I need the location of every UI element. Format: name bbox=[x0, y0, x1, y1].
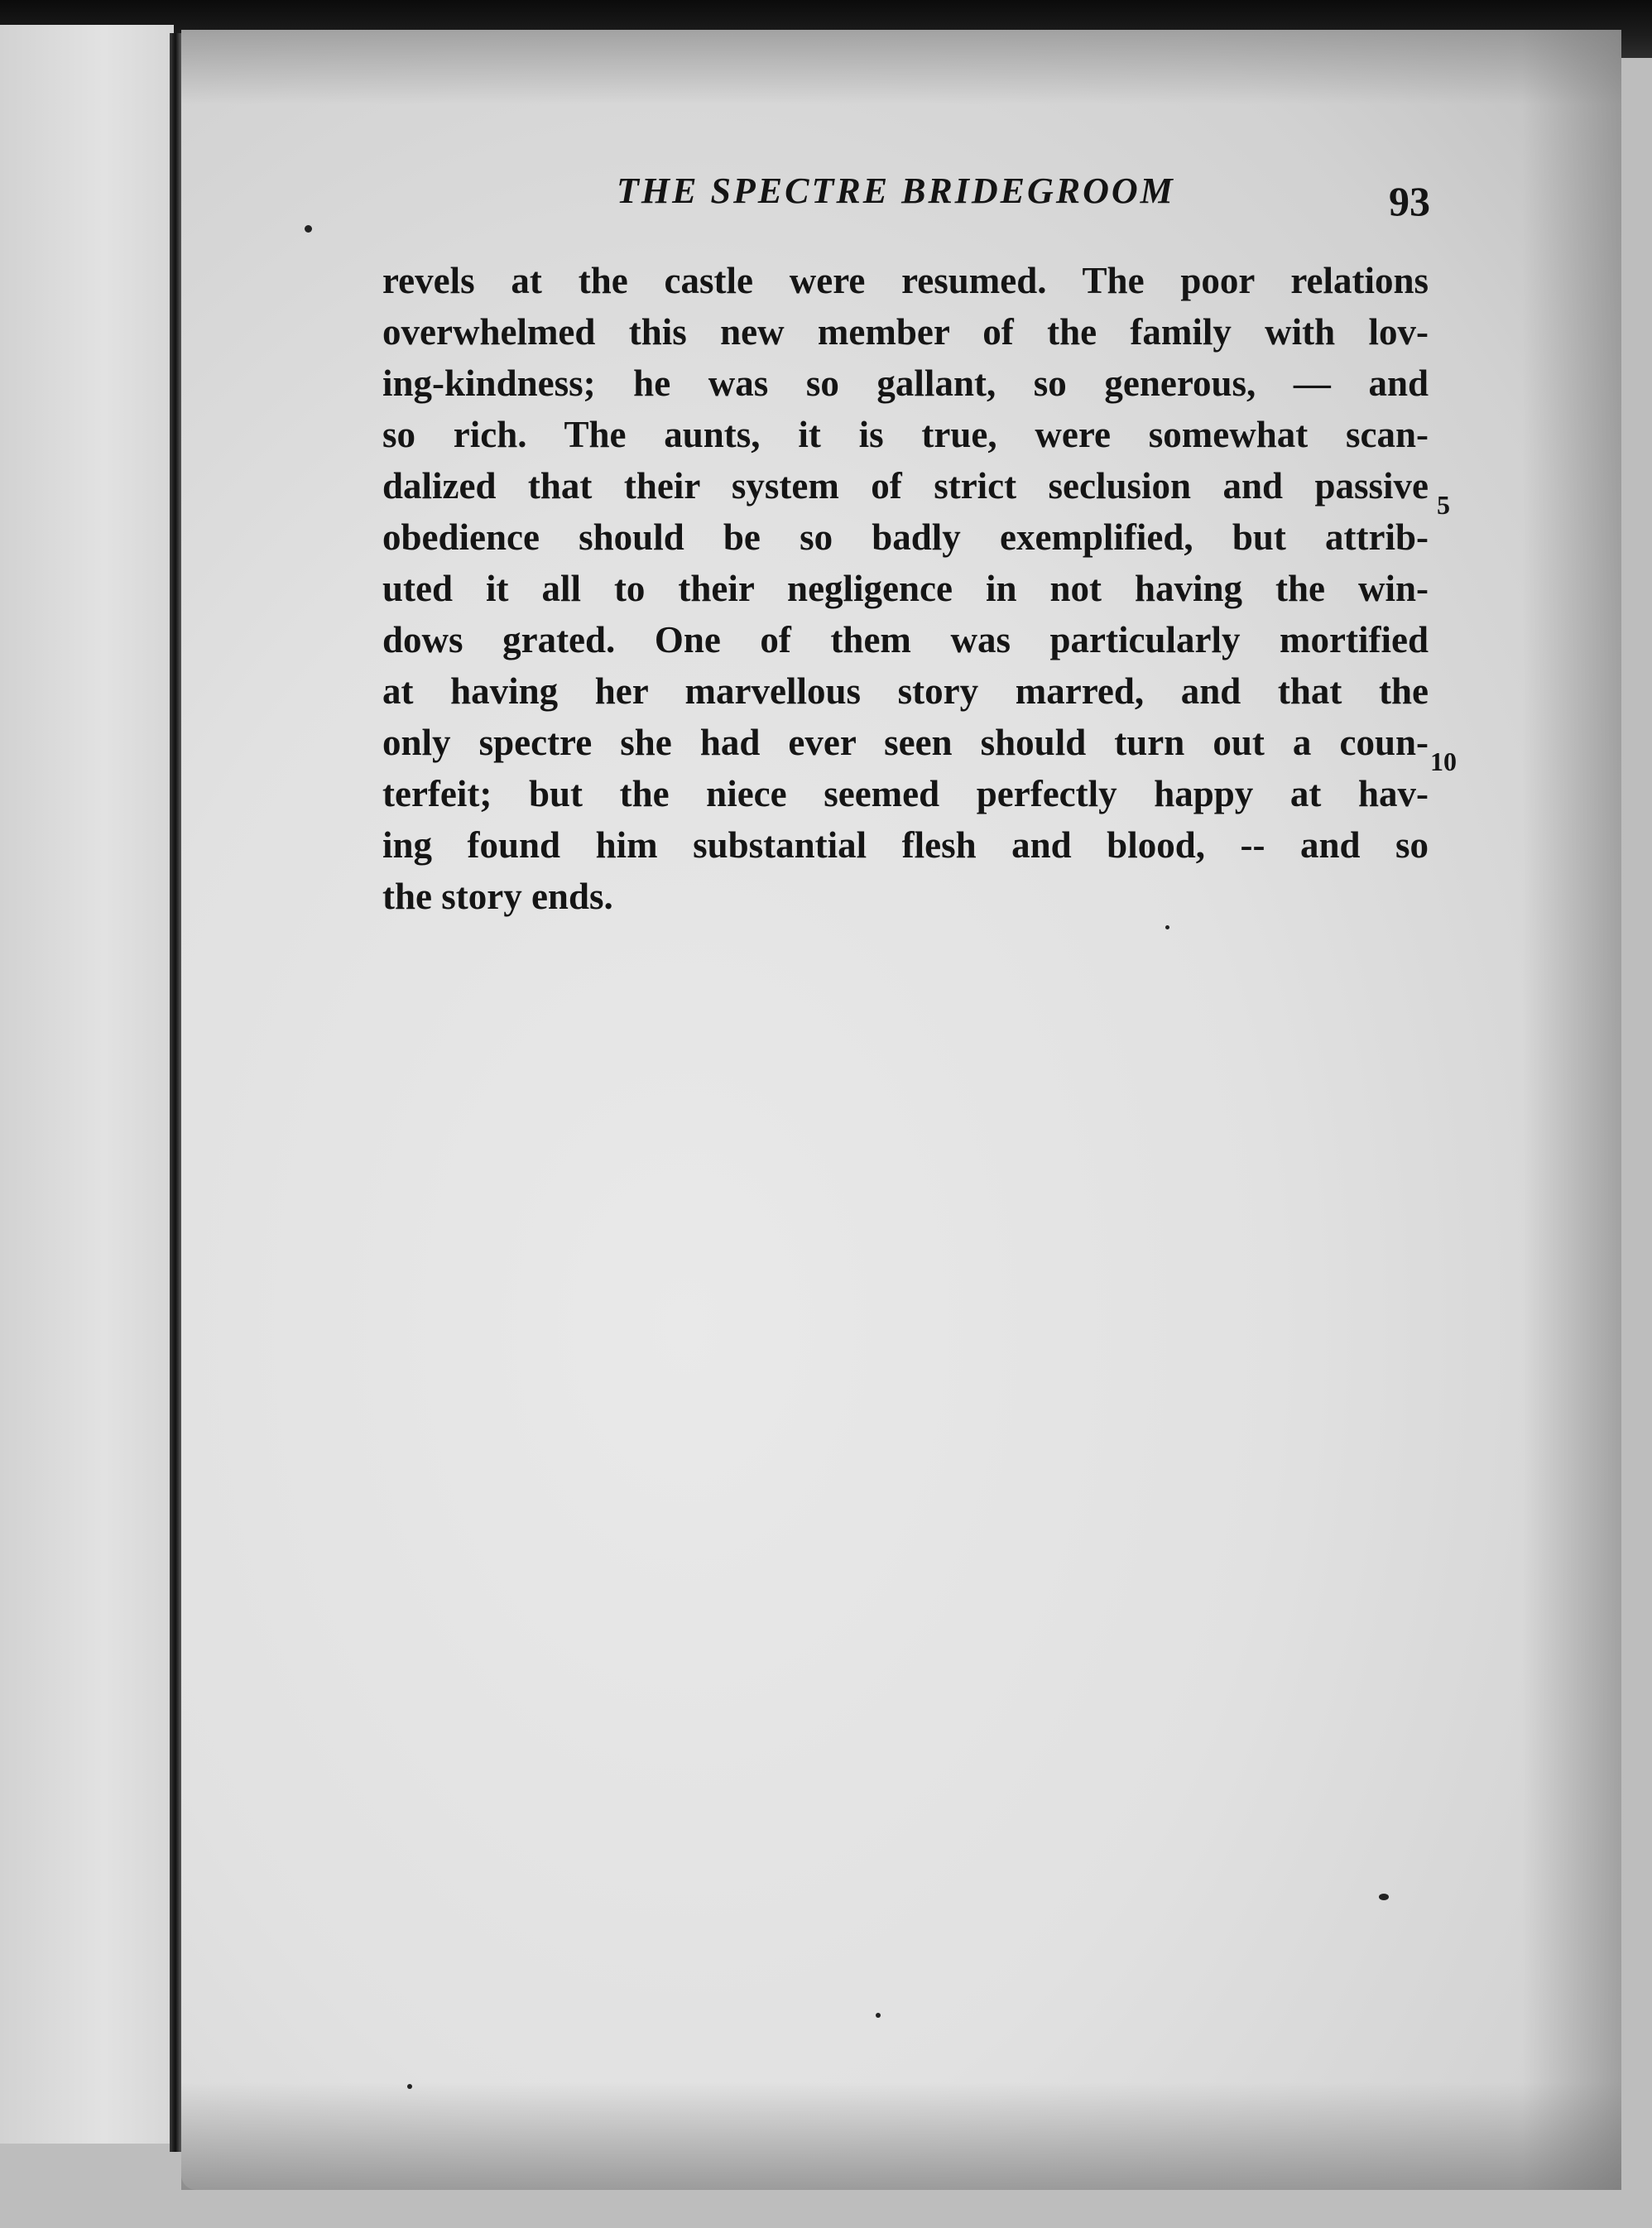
text-line: the story ends. bbox=[382, 876, 613, 917]
running-head: THE SPECTRE BRIDEGROOM bbox=[617, 170, 1175, 211]
scan-speck bbox=[305, 225, 312, 233]
text-line: dows grated. One of them was particularly mortified bbox=[382, 619, 1429, 660]
text-line: obedience should be so badly exemplified, but attrib- bbox=[382, 516, 1429, 558]
body-text bbox=[382, 255, 1429, 922]
scan-speck bbox=[1165, 925, 1169, 929]
text-line: revels at the castle were resumed. The poor relations bbox=[382, 260, 1429, 301]
text-line: ing-kindness; he was so gallant, so generous, — and bbox=[382, 363, 1429, 404]
scan-speck bbox=[876, 2013, 881, 2018]
line-number-marker: 10 bbox=[1430, 747, 1457, 776]
previous-page-edge bbox=[0, 25, 174, 2144]
text-line: uted it all to their negligence in not having the win- bbox=[382, 568, 1429, 609]
scan-speck bbox=[1379, 1894, 1389, 1900]
text-line: so rich. The aunts, it is true, were somewhat scan- bbox=[382, 414, 1429, 455]
text-line: terfeit; but the niece seemed perfectly happy at hav- bbox=[382, 773, 1429, 814]
text-line: overwhelmed this new member of the family with lov- bbox=[382, 311, 1429, 353]
page-shadow-top bbox=[181, 30, 1621, 104]
page-shadow-bottom bbox=[181, 2082, 1621, 2190]
text-line: ing found him substantial flesh and blood, -- and so bbox=[382, 824, 1429, 866]
page-number: 93 bbox=[1389, 178, 1430, 224]
text-line: dalized that their system of strict seclusion and passive bbox=[382, 465, 1429, 507]
line-number-marker: 5 bbox=[1437, 490, 1450, 520]
scan-speck bbox=[407, 2084, 412, 2089]
text-line: at having her marvellous story marred, and that the bbox=[382, 670, 1429, 712]
page-shadow-right bbox=[1522, 30, 1621, 2190]
text-line: only spectre she had ever seen should turn out a coun- bbox=[382, 722, 1429, 763]
book-gutter bbox=[170, 33, 181, 2152]
